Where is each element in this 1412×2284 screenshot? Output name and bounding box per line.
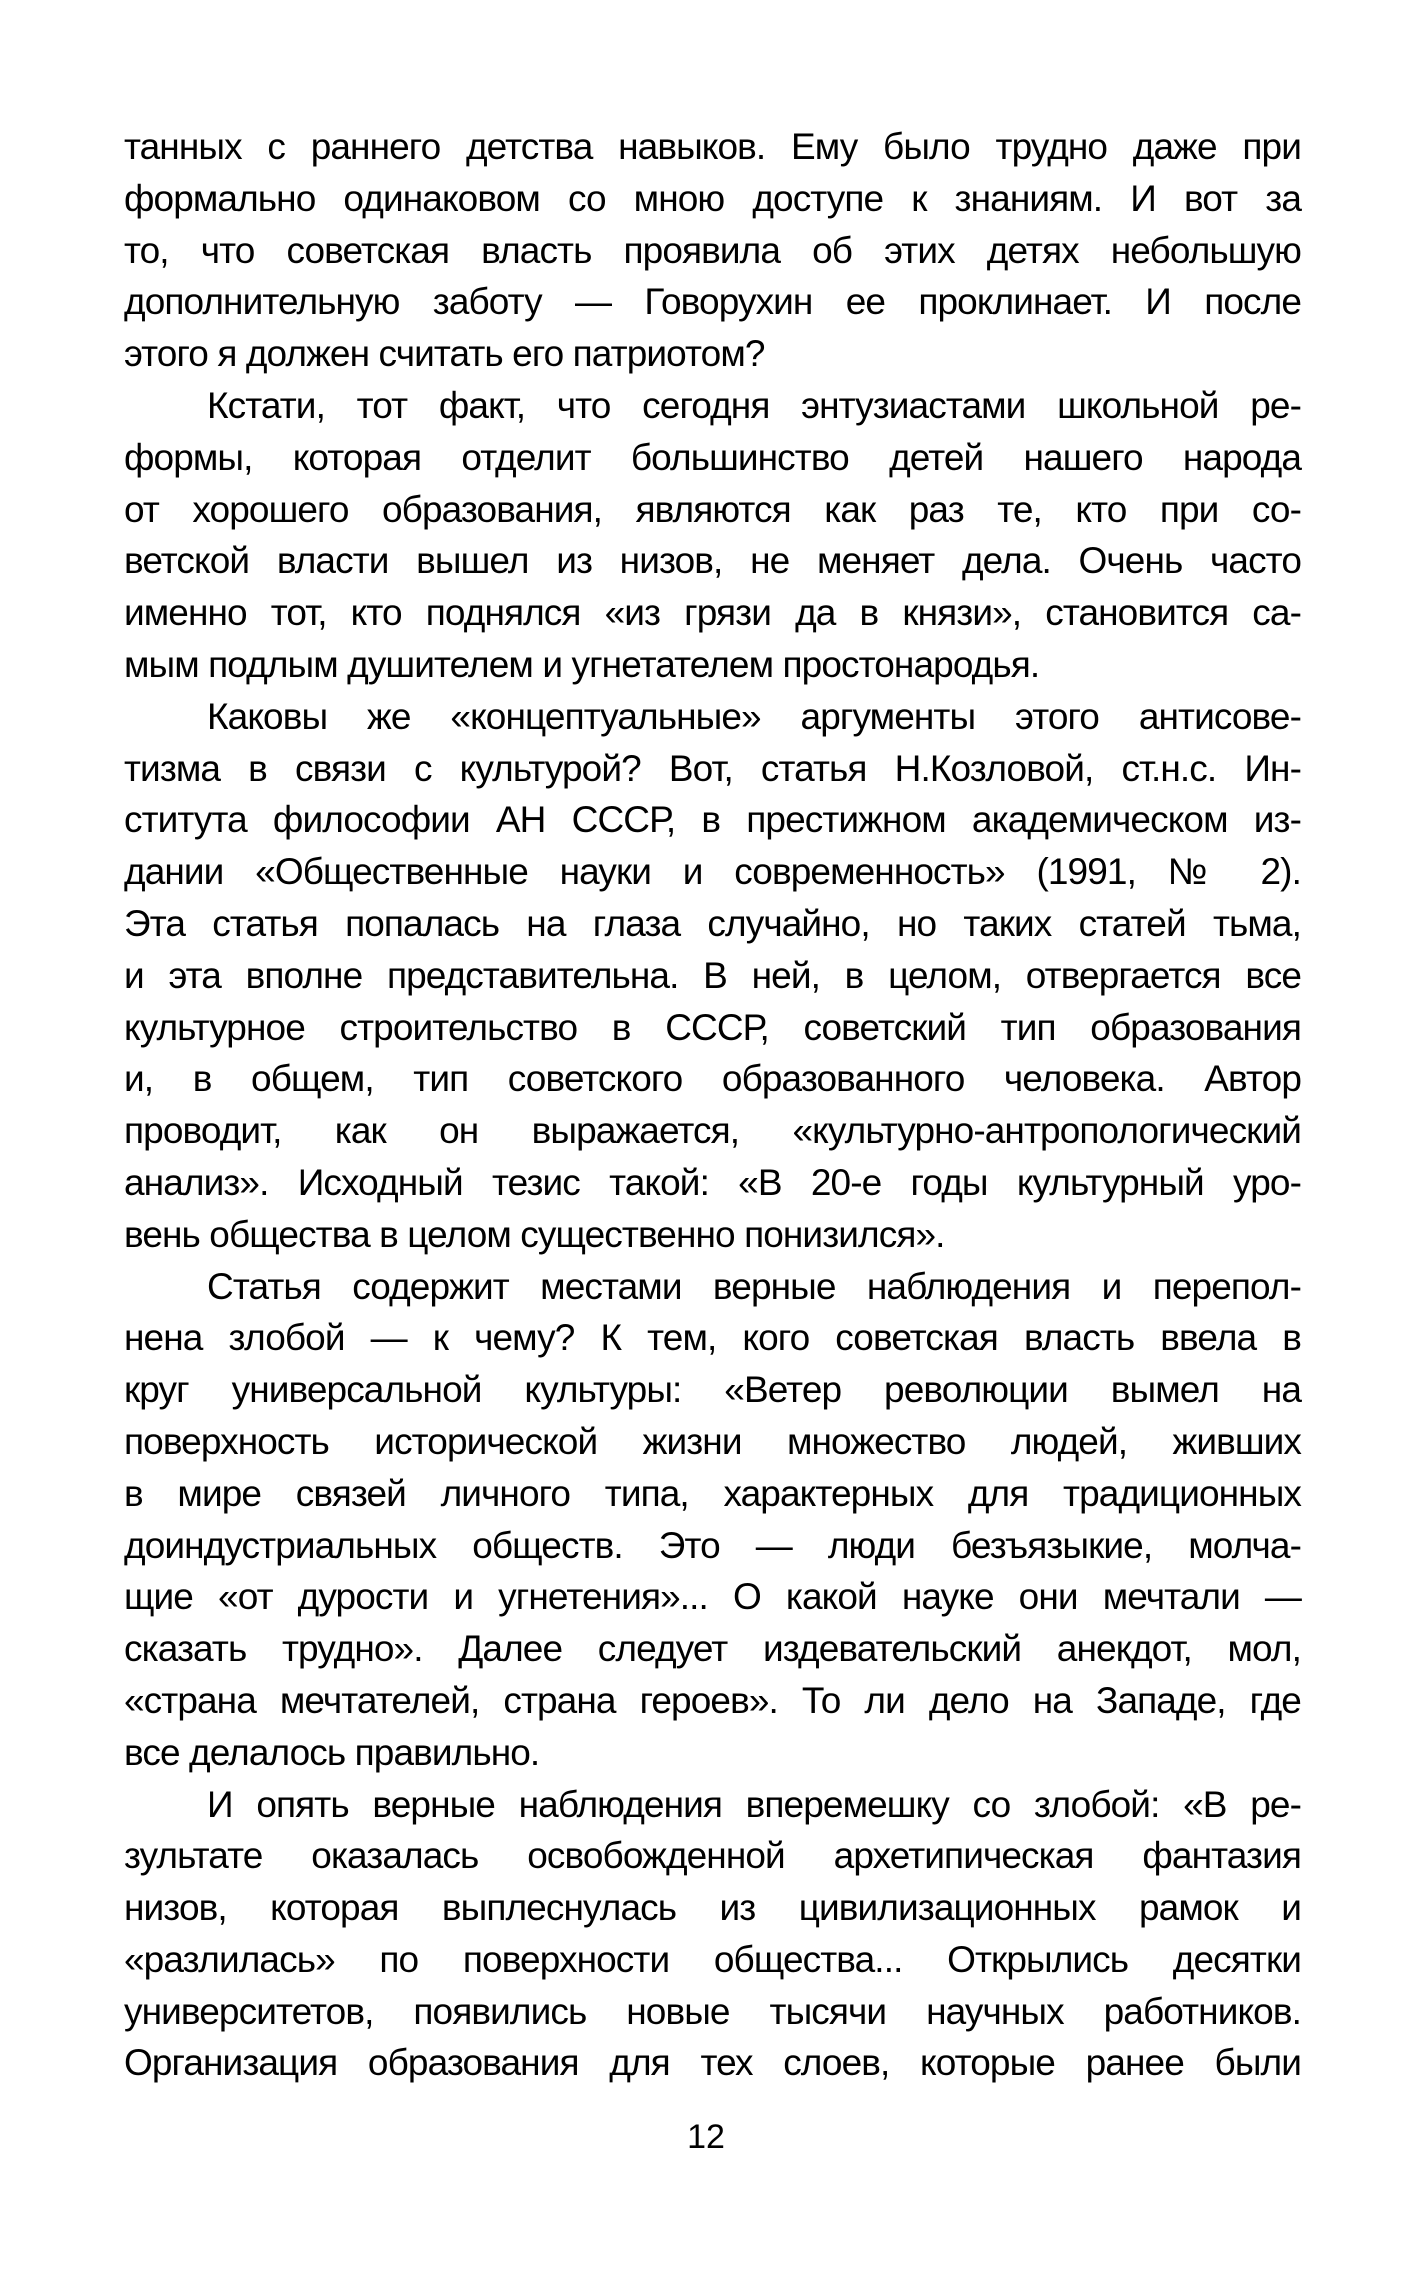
text-line: щие «от дурости и угнетения»... О какой науке они мечтали — [124,1576,1301,1618]
text-line: нена злобой — к чему? К тем, кого советская власть ввела в [124,1317,1301,1359]
paragraph [124,1779,1301,2090]
text-line: зультате оказалась освобожденной архетипическая фантазия [124,1835,1301,1877]
text-line: все делалось правильно. [124,1731,540,1773]
text-line: дополнительную заботу — Говорухин ее проклинает. И после [124,281,1301,323]
text-line: этого я должен считать его патриотом? [124,333,765,375]
text-line: «страна мечтателей, страна героев». То ли дело на Западе, где [124,1679,1301,1721]
text-line: Эта статья попалась на глаза случайно, но таких статей тьма, [124,902,1301,944]
page-number: 12 [687,2118,725,2156]
text-line: формы, которая отделит большинство детей нашего народа [124,436,1301,478]
text-line: Статья содержит местами верные наблюдения и перепол- [207,1265,1301,1307]
paragraph [124,380,1301,691]
text-line: «разлилась» по поверхности общества... Открылись десятки [124,1938,1301,1980]
text-line: поверхность исторической жизни множество людей, живших [124,1420,1301,1462]
text-line: от хорошего образования, являются как раз те, кто при со- [124,488,1301,530]
text-line: дании «Общественные науки и современность» (1991, № 2). [124,851,1301,893]
text-line: в мире связей личного типа, характерных для традиционных [124,1472,1301,1514]
text-line: тизма в связи с культурой? Вот, статья Н.Козловой, ст.н.с. Ин- [124,747,1301,789]
text-line: университетов, появились новые тысячи научных работников. [124,1990,1301,2032]
text-line: Организация образования для тех слоев, которые ранее были [124,2042,1301,2084]
text-line: культурное строительство в СССР, советский тип образования [124,1006,1301,1048]
text-line: проводит, как он выражается, «культурно-антропологический [124,1110,1301,1152]
text-line: формально одинаковом со мною доступе к знаниям. И вот за [124,177,1301,219]
text-line: доиндустриальных обществ. Это — люди безъязыкие, молча- [124,1524,1301,1566]
text-line: именно тот, кто поднялся «из грязи да в князи», становится са- [124,592,1301,634]
text-line: Кстати, тот факт, что сегодня энтузиастами школьной ре- [207,384,1301,426]
text-line: Каковы же «концептуальные» аргументы этого антисове- [207,695,1301,737]
text-line: танных с раннего детства навыков. Ему было трудно даже при [124,126,1301,167]
text-line: круг универсальной культуры: «Ветер революции вымел на [124,1369,1301,1411]
text-line: анализ». Исходный тезис такой: «В 20-е годы культурный уро- [124,1161,1301,1203]
text-line: сказать трудно». Далее следует издевательский анекдот, мол, [124,1628,1301,1670]
text-line: низов, которая выплеснулась из цивилизационных рамок и [124,1887,1301,1929]
text-line: мым подлым душителем и угнетателем простонародья. [124,643,1040,685]
text-line: ветской власти вышел из низов, не меняет дела. Очень часто [124,540,1301,582]
paragraph [124,1261,1301,1779]
text-line: и эта вполне представительна. В ней, в целом, отвергается все [124,954,1301,996]
text-line: вень общества в целом существенно понизился». [124,1213,945,1255]
text-line: И опять верные наблюдения вперемешку со злобой: «В ре- [207,1783,1301,1825]
text-line: то, что советская власть проявила об этих детях небольшую [124,229,1301,271]
paragraph [124,691,1301,1261]
page-body [124,121,1301,2089]
paragraph [124,121,1301,380]
text-line: ститута философии АН СССР, в престижном академическом из- [124,799,1301,841]
text-line: и, в общем, тип советского образованного человека. Автор [124,1058,1301,1100]
